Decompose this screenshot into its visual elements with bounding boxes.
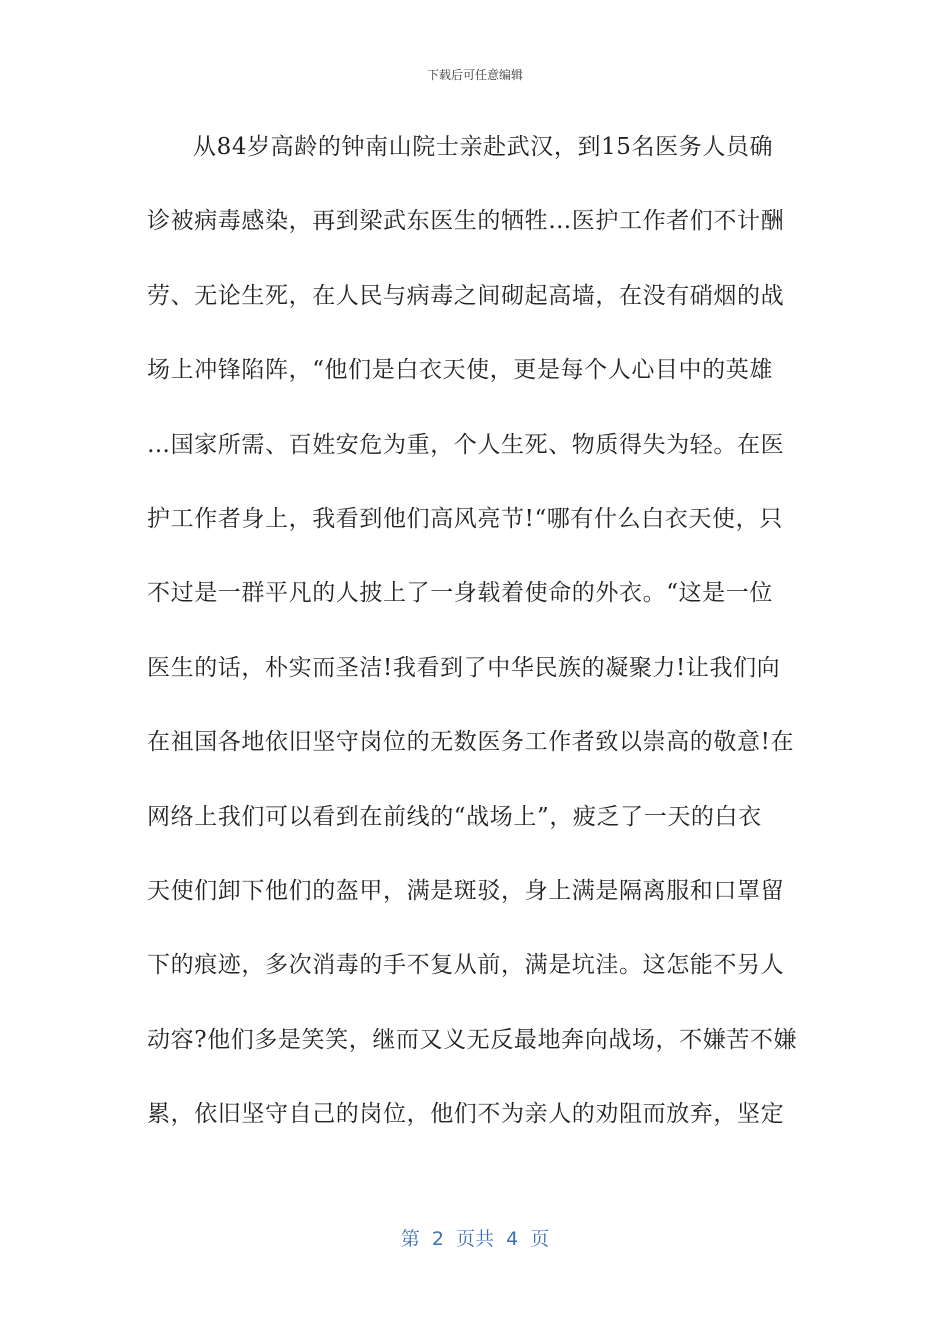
text-line: 不过是一群平凡的人披上了一身载着使命的外衣。“这是一位 <box>147 580 773 607</box>
text-line: 在祖国各地依旧坚守岗位的无数医务工作者致以崇高的敬意!在 <box>147 729 795 756</box>
text-line: 护工作者身上，我看到他们高风亮节!“哪有什么白衣天使，只 <box>147 505 783 532</box>
text-line: 场上冲锋陷阵，“他们是白衣天使，更是每个人心目中的英雄 <box>147 357 773 384</box>
text-line: 劳、无论生死，在人民与病毒之间砌起高墙，在没有硝烟的战 <box>147 282 785 309</box>
body-paragraph <box>147 110 807 1151</box>
text-line: 动容?他们多是笑笑，继而又义无反最地奔向战场，不嫌苦不嫌 <box>147 1026 798 1053</box>
text-line: 网络上我们可以看到在前线的“战场上”，疲乏了一天的白衣 <box>147 803 762 830</box>
text-line: 天使们卸下他们的盔甲，满是斑驳，身上满是隔离服和口罩留 <box>147 877 785 904</box>
page-number-footer: 第 2 页共 4 页 <box>400 1228 550 1250</box>
header-note: 下载后可任意编辑 <box>426 68 523 82</box>
text-line: 医生的话，朴实而圣洁!我看到了中华民族的凝聚力!让我们向 <box>147 654 781 681</box>
text-line: 从84岁高龄的钟南山院士亲赴武汉，到15名医务人员确 <box>193 134 774 160</box>
text-line: …国家所需、百姓安危为重，个人生死、物质得失为轻。在医 <box>147 431 785 458</box>
text-line: 诊被病毒感染，再到梁武东医生的牺牲…医护工作者们不计酬 <box>147 208 785 235</box>
text-line: 累，依旧坚守自己的岗位，他们不为亲人的劝阻而放弃，坚定 <box>147 1101 785 1128</box>
text-line: 下的痕迹，多次消毒的手不复从前，满是坑洼。这怎能不另人 <box>147 952 785 979</box>
